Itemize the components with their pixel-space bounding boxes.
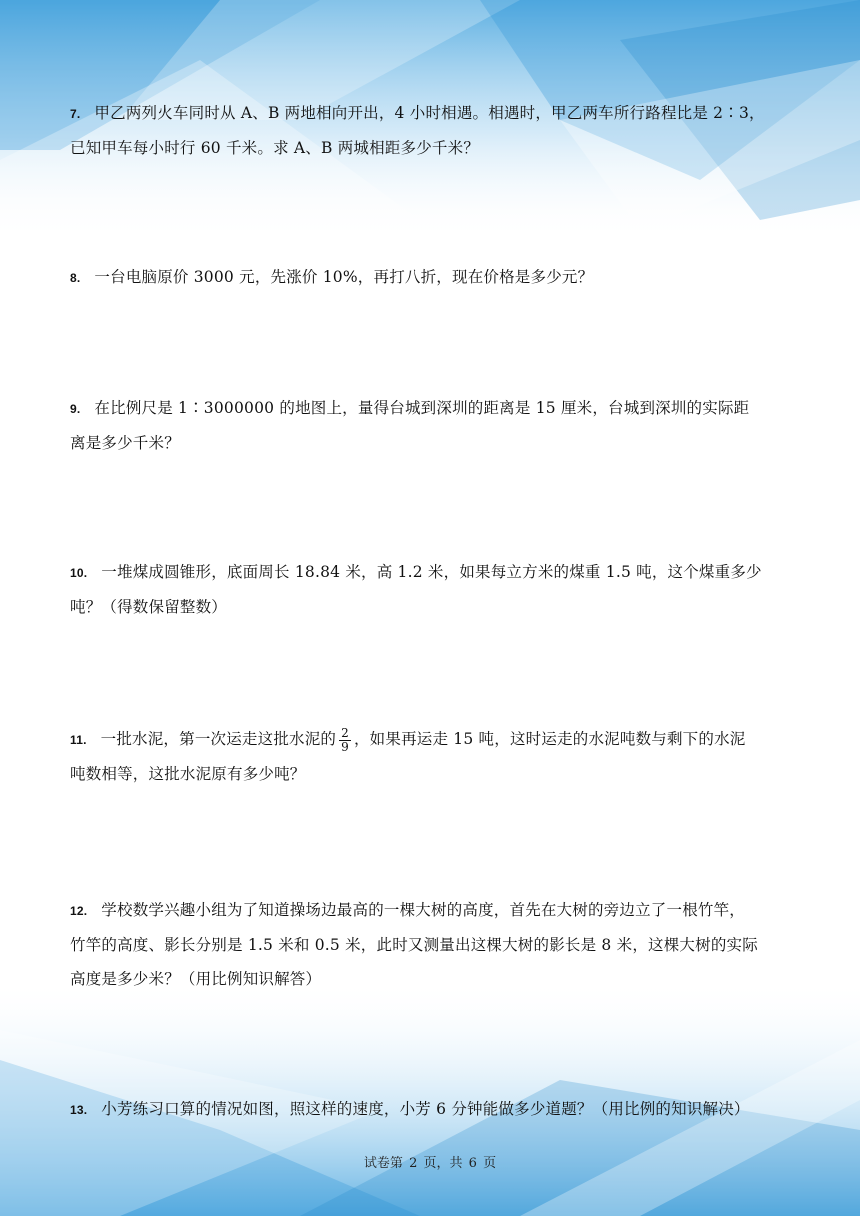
question-text: 一堆煤成圆锥形，底面周长 18.84 米，高 1.2 米，如果每立方米的煤重 1.5 吨，这个煤重多少 xyxy=(101,563,762,581)
question-8 xyxy=(70,260,800,295)
question-number: 8. xyxy=(70,271,81,285)
fraction xyxy=(339,727,351,754)
footer-prefix: 试卷第 xyxy=(363,1156,403,1171)
question-11 xyxy=(70,722,800,791)
question-text: 小芳练习口算的情况如图，照这样的速度，小芳 6 分钟能做多少道题？（用比例的知识解决） xyxy=(101,1100,750,1118)
question-number: 12. xyxy=(70,904,88,918)
question-text: 高度是多少米？（用比例知识解答） xyxy=(70,970,322,988)
question-text: 竹竿的高度、影长分别是 1.5 米和 0.5 米，此时又测量出这棵大树的影长是 8 米，这棵大树的实际 xyxy=(70,936,758,954)
question-number: 11. xyxy=(70,733,87,747)
question-text: 一批水泥，第一次运走这批水泥的 xyxy=(100,730,337,748)
question-text: 已知甲车每小时行 60 千米。求 A、B 两城相距多少千米？ xyxy=(70,139,480,157)
question-text: 学校数学兴趣小组为了知道操场边最高的一棵大树的高度，首先在大树的旁边立了一根竹竿， xyxy=(101,901,745,919)
question-text: 在比例尺是 1∶3000000 的地图上，量得台城到深圳的距离是 15 厘米，台城到深圳的实际距 xyxy=(94,399,750,417)
footer-total-pages: 6 xyxy=(468,1156,477,1171)
fraction-numerator: 2 xyxy=(341,725,349,740)
question-12 xyxy=(70,893,800,996)
footer-page-number: 2 xyxy=(409,1156,418,1171)
page-footer xyxy=(0,1152,860,1171)
question-13 xyxy=(70,1092,800,1127)
footer-suffix: 页 xyxy=(483,1156,497,1171)
question-text: 甲乙两列火车同时从 A、B 两地相向开出，4 小时相遇。相遇时，甲乙两车所行路程比是 2∶3， xyxy=(94,104,765,122)
question-text: 一台电脑原价 3000 元，先涨价 10%，再打八折，现在价格是多少元？ xyxy=(94,268,594,286)
question-text: 吨？（得数保留整数） xyxy=(70,598,228,616)
question-number: 10. xyxy=(70,566,88,580)
question-10 xyxy=(70,555,800,624)
question-text: 离是多少千米？ xyxy=(70,434,180,452)
question-number: 9. xyxy=(70,402,81,416)
question-number: 7. xyxy=(70,107,81,121)
question-text: 吨数相等，这批水泥原有多少吨？ xyxy=(70,765,306,783)
question-7 xyxy=(70,96,800,165)
fraction-denominator: 9 xyxy=(341,739,349,754)
question-9 xyxy=(70,391,800,460)
question-number: 13. xyxy=(70,1103,88,1117)
footer-mid: 页，共 xyxy=(423,1156,463,1171)
question-text: ，如果再运走 15 吨，这时运走的水泥吨数与剩下的水泥 xyxy=(353,730,746,748)
